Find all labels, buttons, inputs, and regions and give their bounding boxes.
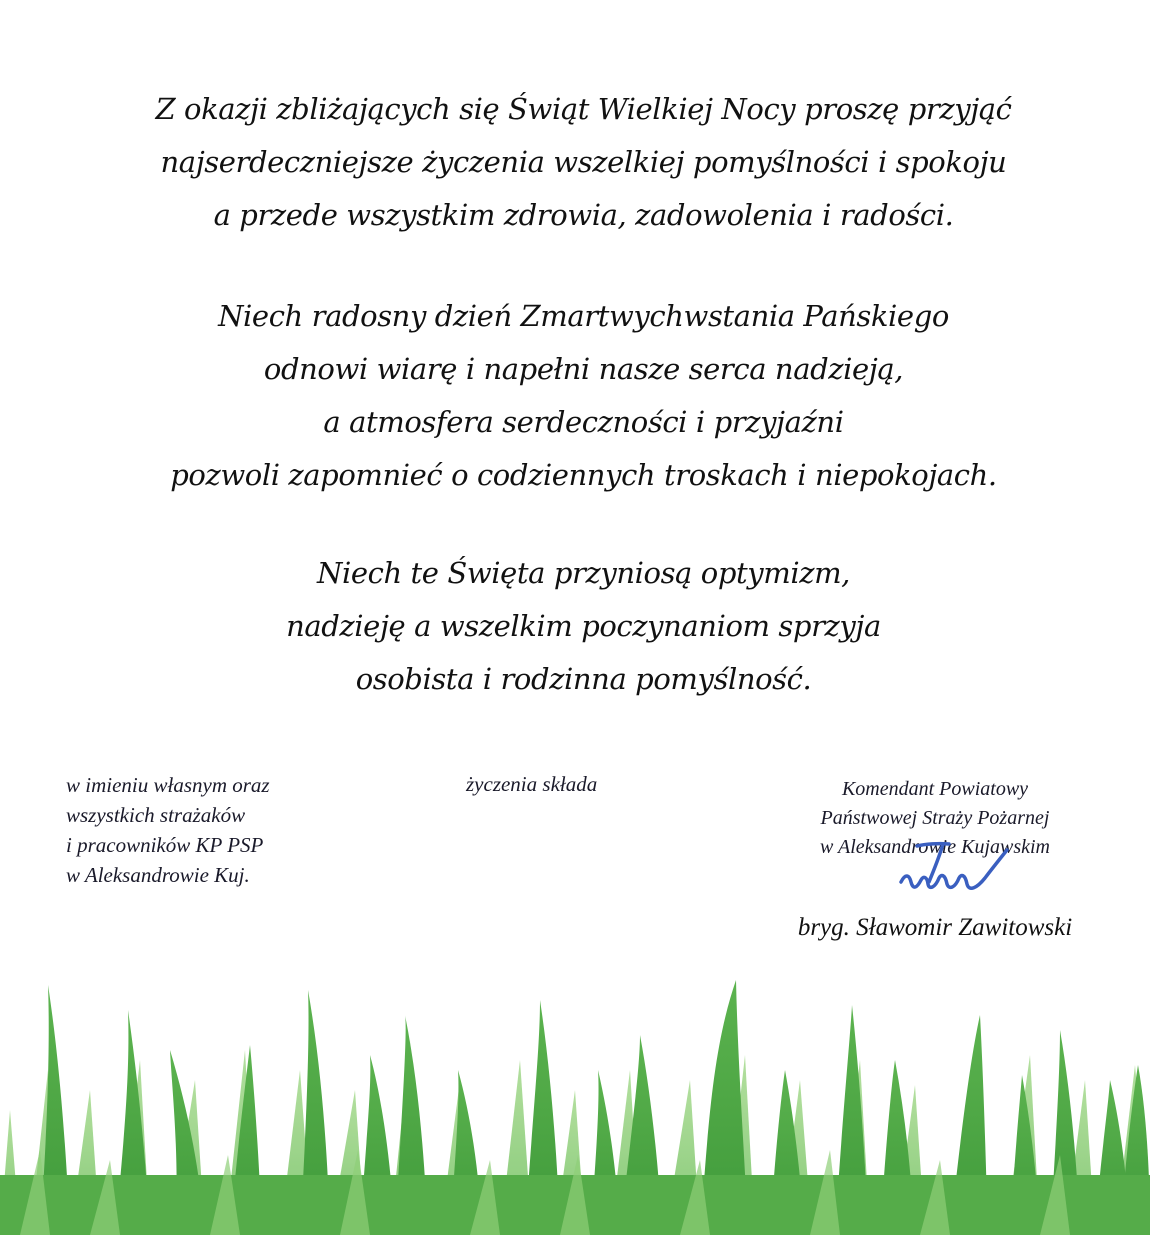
grass-decoration-icon [0,960,1167,1235]
greeting-line: Niech te Święta przyniosą optymizm, [317,556,850,590]
greeting-line: odnowi wiarę i napełni nasze serca nadzieją, [263,352,904,386]
greeting-line: Niech radosny dzień Zmartwychwstania Pańskiego [218,299,949,333]
greeting-line: Z okazji zbliżających się Świąt Wielkiej Nocy proszę przyjąć [155,92,1012,126]
title-line: Państwowej Straży Pożarnej [820,807,1050,829]
title-line: Komendant Powiatowy [841,778,1029,800]
greeting-paragraph-3 [0,547,1167,706]
handwritten-signature-icon [895,838,1035,900]
greeting-line: pozwoli zapomnieć o codziennych troskach i niepokojach. [170,458,997,492]
sender-line: w Aleksandrowie Kuj. [66,863,250,887]
commander-name: bryg. Sławomir Zawitowski [797,914,1073,941]
greeting-paragraph-1 [0,83,1167,242]
sender-line: i pracowników KP PSP [66,833,264,857]
wishes-from-label: życzenia składa [466,772,598,796]
greeting-paragraph-2 [0,290,1167,502]
title-line: w Aleksandrowie Kujawskim [820,836,1050,858]
greeting-line: osobista i rodzinna pomyślność. [355,662,812,696]
sender-on-behalf-of [66,770,270,890]
greeting-line: a atmosfera serdeczności i przyjaźni [323,405,844,439]
greeting-line: nadzieję a wszelkim poczynaniom sprzyja [286,609,881,643]
greeting-line: najserdeczniejsze życzenia wszelkiej pomyślności i spokoju [160,145,1007,179]
sender-line: wszystkich strażaków [66,803,246,827]
sender-line: w imieniu własnym oraz [66,773,270,797]
greeting-line: a przede wszystkim zdrowia, zadowolenia i radości. [213,198,954,232]
